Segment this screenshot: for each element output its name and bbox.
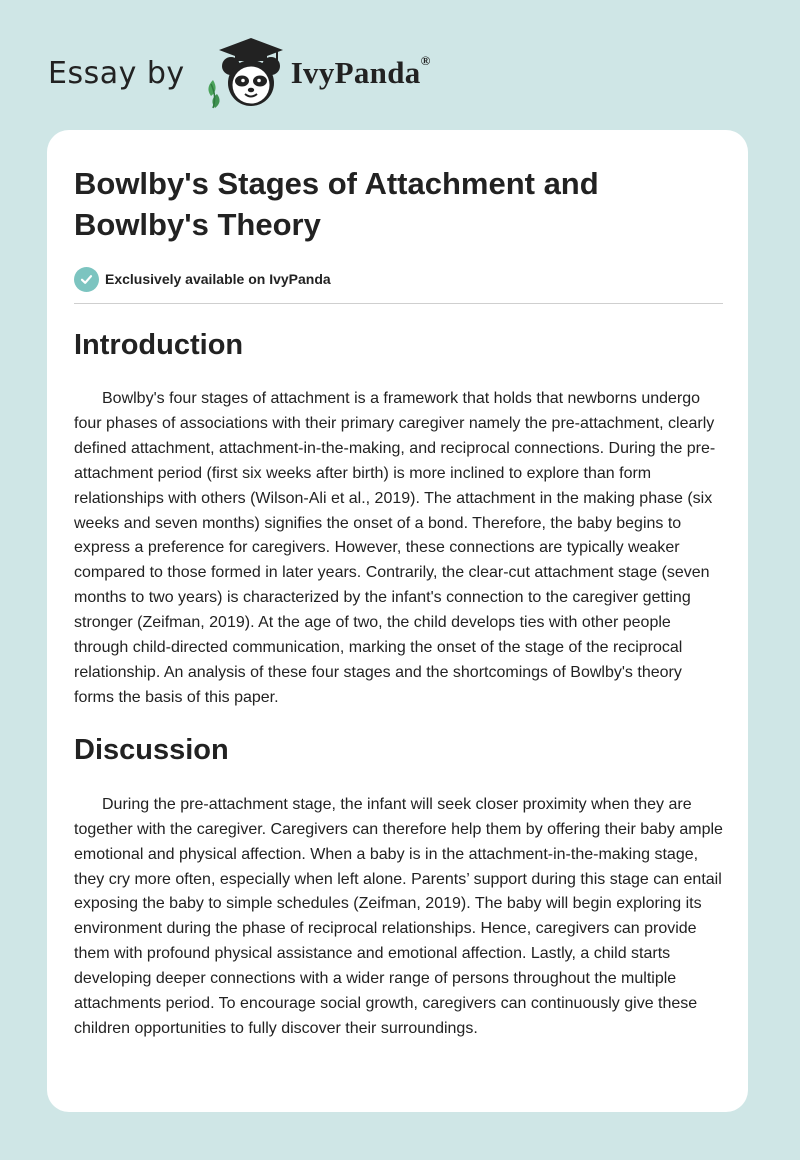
site-header xyxy=(48,36,431,110)
title-divider xyxy=(74,303,723,304)
section-introduction xyxy=(74,327,723,711)
exclusive-badge xyxy=(74,266,723,292)
brand-name[interactable]: IvyPanda® xyxy=(290,53,431,90)
exclusive-label: Exclusively available on IvyPanda xyxy=(105,271,331,287)
essay-content xyxy=(74,163,723,1042)
registered-mark: ® xyxy=(420,53,431,68)
section-discussion xyxy=(74,732,723,1042)
essay-card xyxy=(47,130,748,1112)
essay-by-label: Essay by xyxy=(48,55,185,91)
page-title: Bowlby's Stages of Attachment and Bowlby's Theory xyxy=(74,166,599,242)
section-paragraph-introduction: Bowlby's four stages of attachment is a framework that holds that newborns undergo four phases of associations with their primary caregiver namely the pre-attachment, clearly defined attachment, attachment-in-the-making, and reciprocal connections. During the pre-attachment period (first six weeks after birth) is more inclined to explore than form relationships with others (Wilson-Ali et al., 2019). The attachment in the making phase (six weeks and seven months) signifies the onset of a bond. Therefore, the baby begins to express a preference for caregivers. However, these connections are typically weaker compared to those formed in later years. Contrarily, the clear-cut attachment stage (seven months to two years) is characterized by the infant's connection to the caregiver getting stronger (Zeifman, 2019). At the age of two, the child develops ties with other people through child-directed communication, marking the onset of the stage of the reciprocal relationship. An analysis of these four stages and the shortcomings of Bowlby's theory forms the basis of this paper. xyxy=(74,390,716,706)
check-circle-icon xyxy=(74,267,99,292)
panda-graduate-logo-icon[interactable] xyxy=(199,36,287,110)
section-heading-discussion: Discussion xyxy=(74,733,229,766)
section-heading-introduction: Introduction xyxy=(74,329,244,361)
section-paragraph-discussion: During the pre-attachment stage, the infant will seek closer proximity when they are together with the caregiver. Caregivers can therefore help them by offering their baby ample emotional and physical affection. When a baby is in the attachment-in-the-making stage, they cry more often, especially when left alone. Parents’ support during this stage can entail exposing the baby to simple schedules (Zeifman, 2019). The baby will begin exploring its environment during the phase of reciprocal relationships. Hence, caregivers can provide them with profound physical assistance and emotional affection. Lastly, a child starts developing deeper connections with a wider range of persons throughout the multiple attachments period. To encourage social growth, caregivers can continuously give these children opportunities to fully discover their surroundings. xyxy=(74,795,723,1037)
